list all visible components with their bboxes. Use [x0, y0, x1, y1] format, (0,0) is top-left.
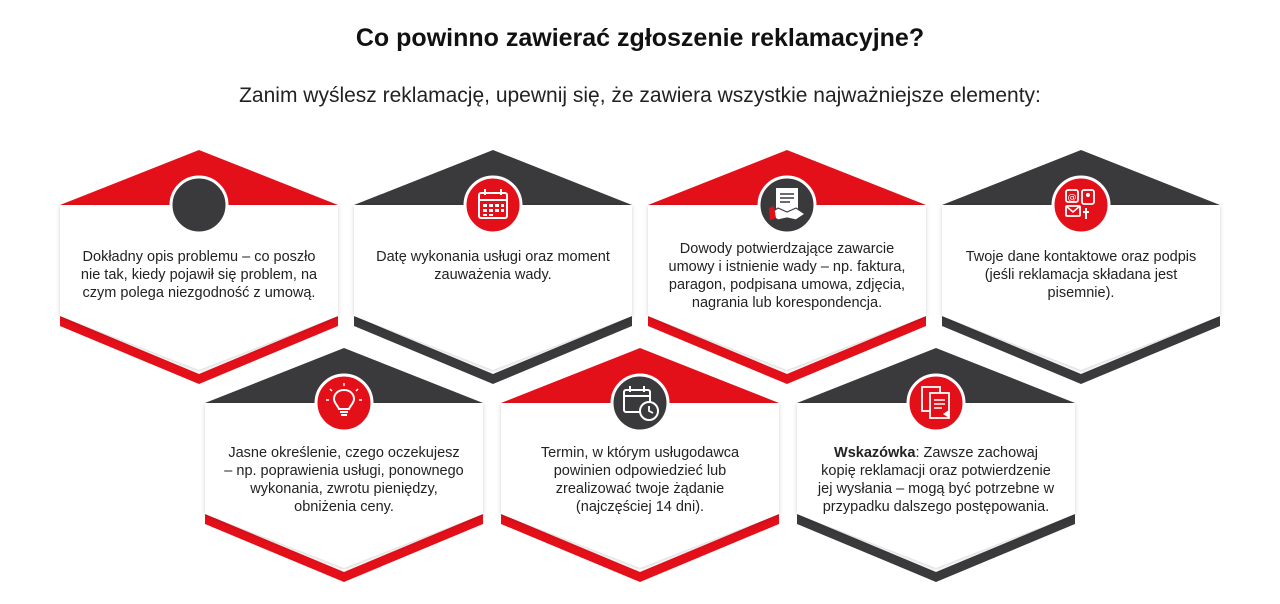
- page-subtitle: Zanim wyślesz reklamację, upewnij się, że zawiera wszystkie najważniejsze elementy:: [239, 84, 1041, 107]
- page-title: Co powinno zawierać zgłoszenie reklamacyjne?: [355, 24, 925, 52]
- card-text: Jasne określenie, czego oczekujesz – np. poprawienia usługi, ponownego wykonania, zwrotu pieniędzy, obniżenia ceny.: [224, 445, 464, 515]
- svg-text:@: @: [1067, 193, 1077, 203]
- dark-circle-icon: [168, 174, 230, 236]
- card-text: Datę wykonania usługi oraz moment zauważenia wady.: [376, 249, 610, 283]
- card-problem-description: [60, 150, 338, 380]
- card-service-date: [354, 150, 632, 380]
- card-contact-data: [942, 150, 1220, 380]
- card-evidence: [648, 150, 926, 380]
- contact-signature-icon: [1050, 174, 1112, 236]
- handshake-document-icon: [756, 174, 818, 236]
- card-tip: [797, 348, 1075, 578]
- lightbulb-icon: [313, 372, 375, 434]
- tip-text: : Zawsze zachowaj kopię reklamacji oraz potwierdzenie jej wysłania – mogą być potrzebne w przypadku dalszego postępowania.: [817, 445, 1055, 515]
- card-text: Twoje dane kontaktowe oraz podpis (jeśli reklamacja składana jest pisemnie).: [965, 249, 1197, 301]
- card-deadline: [501, 348, 779, 578]
- card-text: Termin, w którym usługodawca powinien odpowiedzieć lub zrealizować twoje żądanie (najczęściej 14 dni).: [540, 445, 740, 515]
- tip-label: Wskazówka: [834, 445, 916, 461]
- card-expectations: [205, 348, 483, 578]
- calendar-icon: [462, 174, 524, 236]
- calendar-clock-icon: [609, 372, 671, 434]
- card-text: Dowody potwierdzające zawarcie umowy i istnienie wady – np. faktura, paragon, podpisana umowa, zdjęcia, nagrania lub korespondencja.: [668, 241, 906, 311]
- card-text: [815, 444, 1057, 516]
- documents-copy-icon: [905, 372, 967, 434]
- card-text: Dokładny opis problemu – co poszło nie tak, kiedy pojawił się problem, na czym polega niezgodność z umową.: [80, 249, 318, 301]
